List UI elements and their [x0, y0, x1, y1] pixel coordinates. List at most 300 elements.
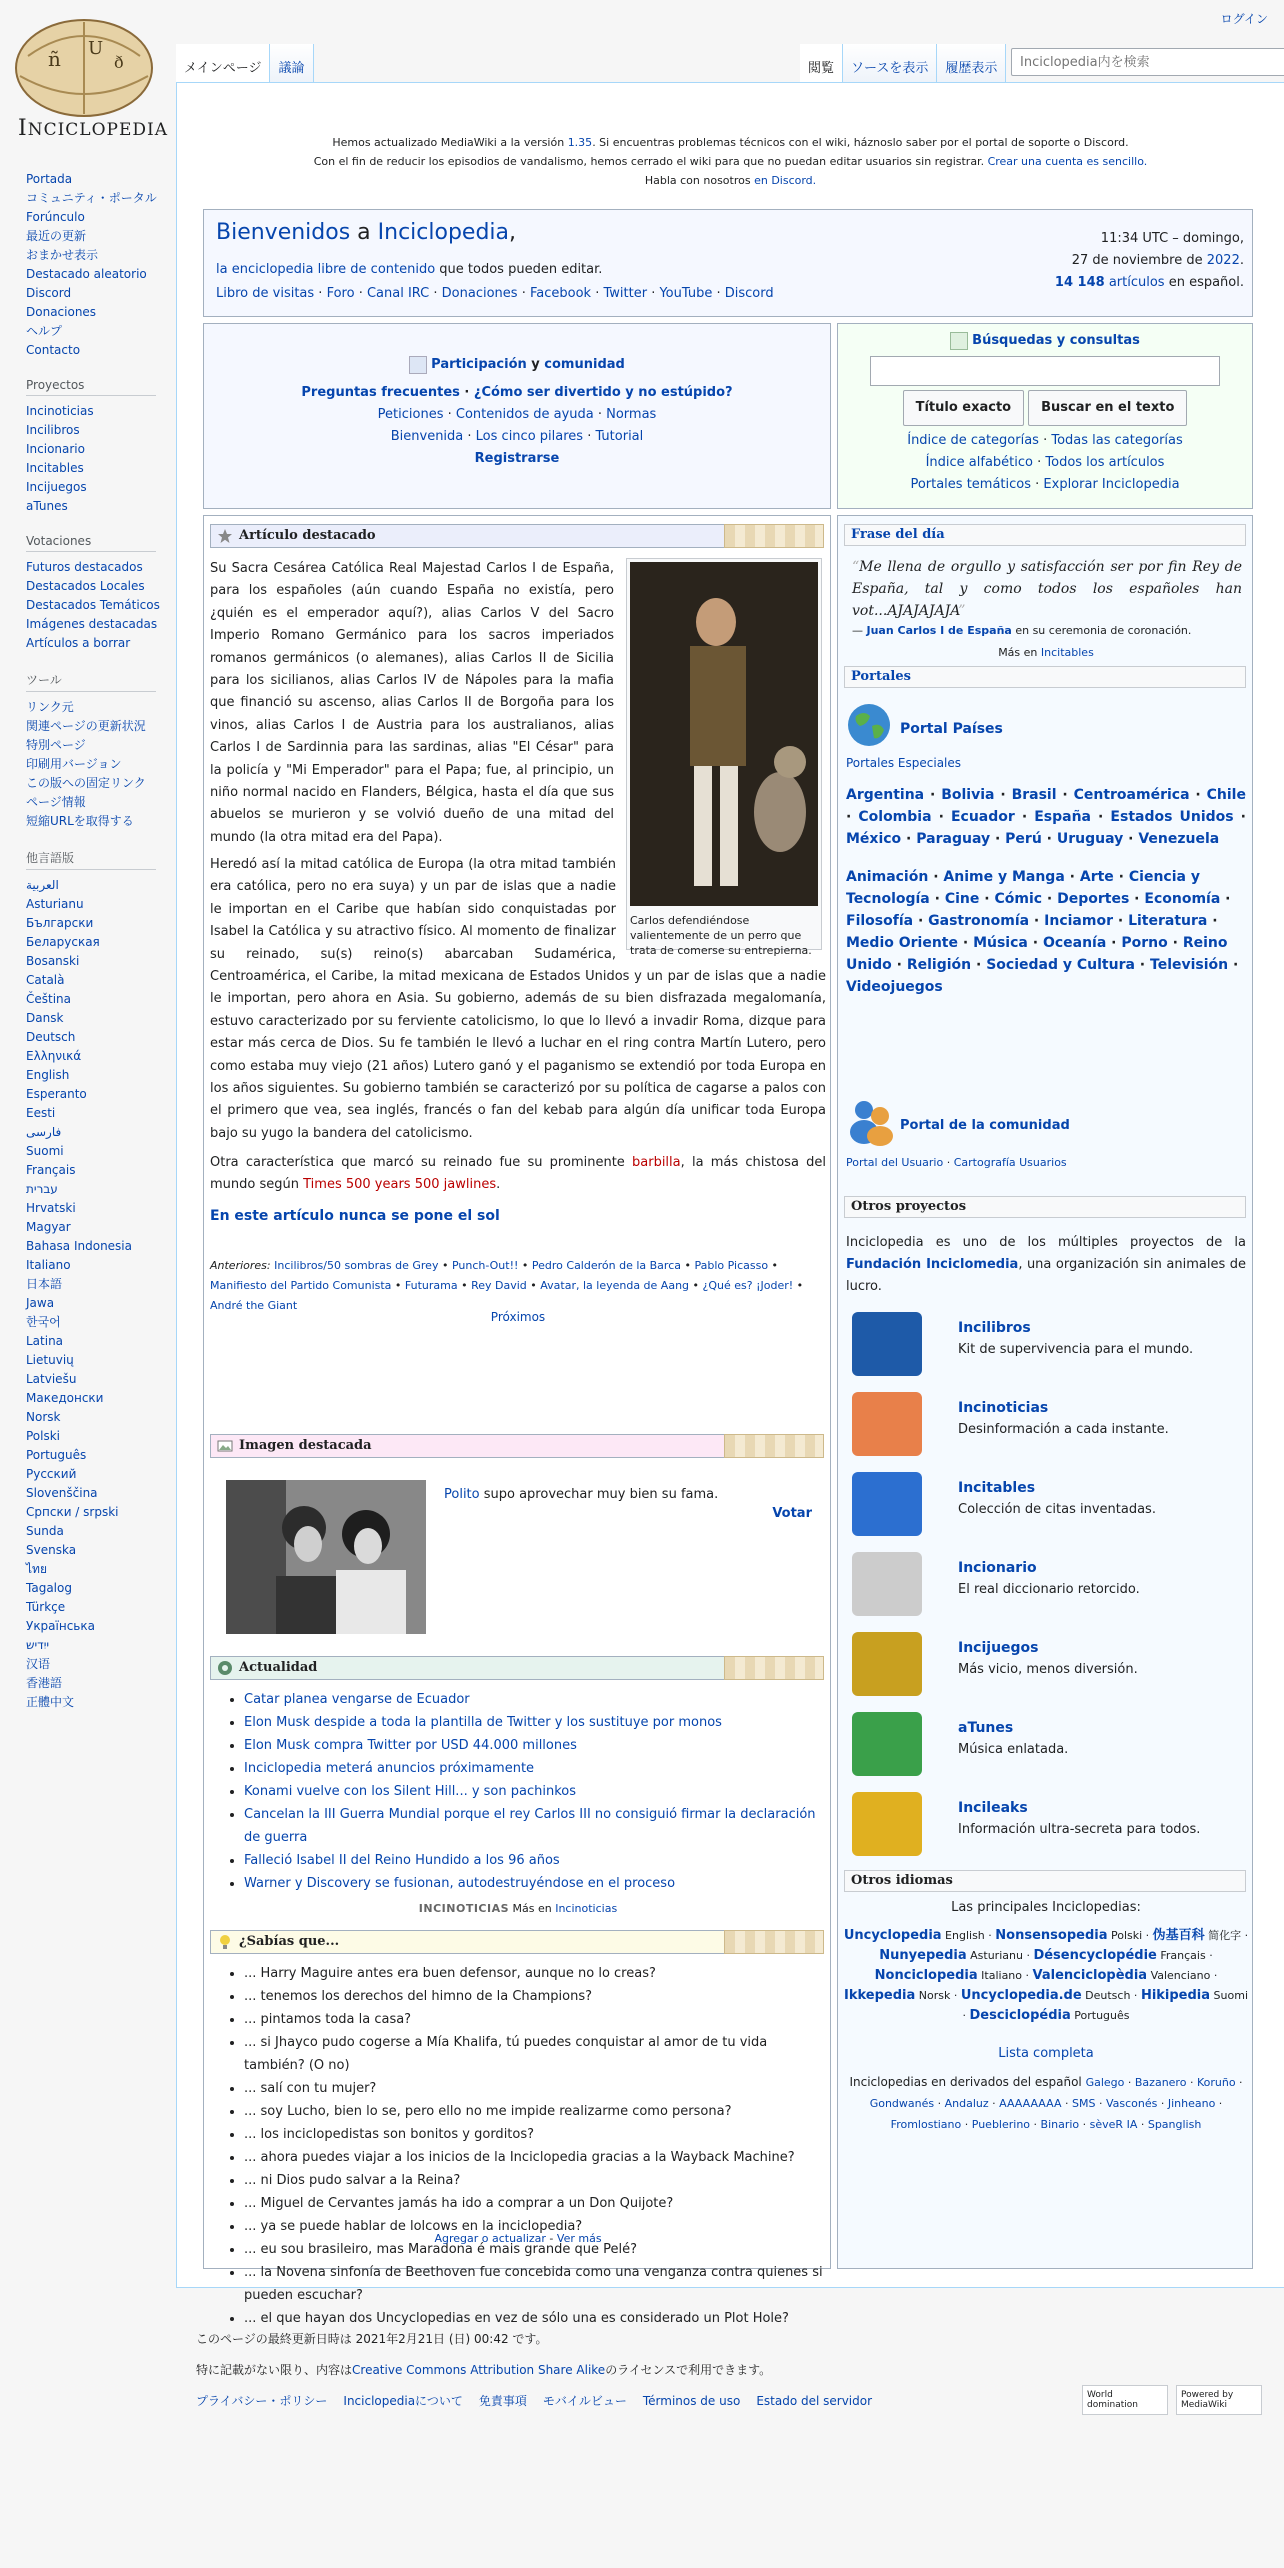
sidebar-language-link[interactable]: Suomi: [26, 1144, 64, 1158]
derivado-link[interactable]: Koruño: [1196, 2076, 1236, 2089]
sidebar-language-link[interactable]: 香港語: [26, 1676, 63, 1690]
country-portal-link[interactable]: Venezuela: [1138, 831, 1220, 847]
vote-link[interactable]: Votar: [772, 1506, 812, 1521]
project-name[interactable]: Incijuegos: [958, 1640, 1039, 1656]
sidebar-language-link[interactable]: Български: [26, 916, 94, 930]
sidebar-language-link[interactable]: Hrvatski: [26, 1201, 76, 1215]
busquedas-link[interactable]: Búsquedas y consultas: [972, 333, 1140, 348]
sidebar-heading: Proyectos: [26, 378, 156, 396]
sidebar-language-link[interactable]: ייִדיש: [26, 1638, 50, 1652]
full-list-link[interactable]: Lista completa: [998, 2046, 1094, 2061]
sidebar-language-item: [26, 1522, 176, 1541]
sidebar-proyecto-link[interactable]: aTunes: [26, 499, 68, 513]
country-portal-link[interactable]: España: [1034, 809, 1091, 825]
topic-portal-link[interactable]: Religión: [906, 957, 972, 973]
topic-portal-link[interactable]: Oceanía: [1042, 935, 1107, 951]
sidebar-language-item: [26, 895, 176, 914]
project-name[interactable]: Incileaks: [958, 1800, 1028, 1816]
topic-portal-link[interactable]: Porno: [1121, 935, 1168, 951]
separator: •: [457, 1279, 472, 1292]
sidebar-language-link[interactable]: Македонски: [26, 1391, 104, 1405]
welcome-link[interactable]: Bienvenidos: [216, 220, 351, 245]
sidebar-language-item: [26, 1028, 176, 1047]
sidebar-nav-link[interactable]: Portada: [26, 172, 73, 186]
sidebar-language-link[interactable]: Српски / srpski: [26, 1505, 119, 1519]
incinoticias-link[interactable]: Incinoticias: [555, 1902, 618, 1915]
busquedas-link[interactable]: Explorar Inciclopedia: [1043, 477, 1180, 492]
footer-link[interactable]: モバイルビュー: [542, 2394, 627, 2408]
sidebar-language-link[interactable]: Русский: [26, 1467, 77, 1481]
sidebar-language-link[interactable]: Lietuvių: [26, 1353, 74, 1367]
country-portal-link[interactable]: Argentina: [846, 787, 925, 803]
busquedas-link[interactable]: Índice de categorías: [907, 433, 1039, 448]
polito-link[interactable]: Polito: [444, 1487, 480, 1502]
derivado-link[interactable]: Bazanero: [1134, 2076, 1187, 2089]
topic-portal-link[interactable]: Animación: [846, 869, 929, 885]
sidebar-tool-link[interactable]: この版への固定リンク: [26, 776, 146, 790]
project-item[interactable]: [852, 1712, 1232, 1776]
sidebar-tool-link[interactable]: リンク元: [26, 700, 74, 714]
sidebar-nav-link[interactable]: Forúnculo: [26, 210, 85, 224]
welcome-link[interactable]: Facebook: [529, 286, 592, 301]
times-link[interactable]: Times 500 years 500 jawlines: [303, 1177, 497, 1193]
previous-article-link[interactable]: André the Giant: [210, 1299, 298, 1312]
participacion-link[interactable]: Tutorial: [595, 429, 644, 444]
comunidad-link[interactable]: comunidad: [544, 357, 625, 372]
topic-portal-link[interactable]: Televisión: [1150, 957, 1229, 973]
derivado-link[interactable]: Fromlostiano: [890, 2118, 962, 2131]
welcome-link[interactable]: Libro de visitas: [216, 286, 315, 301]
sidebar-language-link[interactable]: 汉语: [26, 1657, 51, 1671]
sidebar-votacion-link[interactable]: Destacados Locales: [26, 579, 145, 593]
separator: ·: [443, 407, 456, 422]
sidebar-votacion-link[interactable]: Artículos a borrar: [26, 636, 131, 650]
country-portal-link[interactable]: Brasil: [1011, 787, 1057, 803]
topic-portal-link[interactable]: Arte: [1079, 869, 1114, 885]
community-icon: [846, 1096, 896, 1146]
participacion-link[interactable]: Contenidos de ayuda: [455, 407, 594, 422]
namespace-tabs: [176, 44, 314, 82]
exact-title-button[interactable]: Título exacto: [903, 390, 1025, 426]
search-input[interactable]: [1020, 55, 1284, 70]
news-item: [244, 1688, 824, 1711]
fundacion-link[interactable]: Fundación Inciclomedia: [846, 1257, 1019, 1272]
sidebar-language-item: [26, 1123, 176, 1142]
participacion-link[interactable]: Participación: [431, 357, 527, 372]
sidebar-language-link[interactable]: Dansk: [26, 1011, 64, 1025]
register-link[interactable]: Registrarse: [474, 451, 560, 466]
country-portal-link[interactable]: Uruguay: [1056, 831, 1124, 847]
language-wiki-link[interactable]: Valenciclopèdia: [1032, 1968, 1148, 1983]
did-you-know-item: • ... soy Lucho, bien lo se, pero ello no me impide realizarme como persona?: [244, 2100, 824, 2123]
sidebar-language-link[interactable]: Čeština: [26, 992, 72, 1006]
sidebar-language-link[interactable]: Bosanski: [26, 954, 80, 968]
sidebar-nav-link[interactable]: ヘルプ: [26, 324, 63, 338]
see-more-link[interactable]: Ver más: [556, 2232, 602, 2245]
sidebar-language-link[interactable]: Slovenščina: [26, 1486, 98, 1500]
topic-portal-link[interactable]: Ciencia y Tecnología: [846, 869, 1200, 907]
topic-portal-link[interactable]: Filosofía: [846, 913, 914, 929]
project-desc: Kit de supervivencia para el mundo.: [958, 1342, 1194, 1357]
language-wiki-link[interactable]: Ikkepedia: [843, 1988, 916, 2003]
quote-context: en su ceremonia de coronación.: [1011, 624, 1192, 637]
topic-portal-link[interactable]: Literatura: [1128, 913, 1208, 929]
sidebar-language-link[interactable]: Deutsch: [26, 1030, 76, 1044]
derivado-link[interactable]: Jinheano: [1167, 2097, 1216, 2110]
author-link[interactable]: Juan Carlos I de España: [866, 624, 1012, 637]
tab-discussion[interactable]: 議論: [270, 44, 313, 82]
busquedas-link[interactable]: Índice alfabético: [925, 455, 1033, 470]
footer-link[interactable]: Inciclopediaについて: [343, 2394, 463, 2408]
sidebar-tool-link[interactable]: 印刷用バージョン: [26, 757, 122, 771]
busquedas-row: [838, 430, 1252, 452]
article-paragraph-1: Su Sacra Cesárea Católica Real Majestad Carlos I de España, para los españoles (aún cuando España no existía, pero ¿quién es el emperador aquí?), alias Carlos V del Sacro Imperio Romano Germánico para los sacros imperiados romanos germánicos (o alemanes), alias Carlos II de Sicilia para los sicilianos, alias Carlos IV de Nápoles para la mafia que financió su ascenso, alias Carlos II de Borgoña para los vinos, alias Carlos I de Austria para los australianos, alias Carlos I de Sardinnia para las sardinas, alias "El César" para la policía y "Mi Emperador" para el Papa; fue, al principio, un niño normal nacido en Flanders, Bélgica, hasta el día que sus abuelos se murieron y se volvió dueño de una mitad del mundo (la otra mitad era del Papa).: [210, 561, 614, 845]
derivado-link[interactable]: Gondwanés: [869, 2097, 935, 2110]
country-portal-link[interactable]: Perú: [1005, 831, 1042, 847]
sidebar-proyecto-link[interactable]: Incionario: [26, 442, 85, 456]
separator: ·: [712, 286, 725, 301]
separator: ·: [1032, 455, 1046, 470]
portales-especiales-link[interactable]: Portales Especiales: [846, 756, 962, 770]
welcome-comma: ,: [509, 220, 517, 245]
previous-article-link[interactable]: ¿Qué es? ¡Joder!: [702, 1279, 794, 1292]
previous-article-link[interactable]: Avatar, la leyenda de Aang: [540, 1279, 690, 1292]
news-link[interactable]: Inciclopedia meterá anuncios próximamente: [244, 1761, 535, 1776]
language-wiki-link[interactable]: Nonciclopedia: [874, 1968, 978, 1983]
country-portal-link[interactable]: Chile: [1206, 787, 1246, 803]
project-desc: Música enlatada.: [958, 1742, 1069, 1757]
article-count[interactable]: 14 148: [1054, 275, 1105, 290]
title-y: y: [526, 357, 545, 372]
sidebar-nav-link[interactable]: Destacado aleatorio: [26, 267, 147, 281]
welcome-link[interactable]: Twitter: [603, 286, 648, 301]
license-link[interactable]: Creative Commons Attribution Share Alike: [352, 2363, 606, 2377]
sidebar-proyecto-item: [26, 459, 176, 478]
sidebar-votacion-link[interactable]: Futuros destacados: [26, 560, 143, 574]
separator: ·: [1123, 831, 1139, 847]
language-name: Polski: [1107, 1929, 1143, 1942]
sidebar-proyecto-link[interactable]: Incilibros: [26, 423, 80, 437]
previous-article-link[interactable]: Pedro Calderón de la Barca: [531, 1259, 681, 1272]
powered-by-mediawiki-badge[interactable]: [1176, 2385, 1262, 2415]
sidebar-language-link[interactable]: 正體中文: [26, 1695, 75, 1709]
country-portal-link[interactable]: Centroamérica: [1073, 787, 1190, 803]
topic-portal-link[interactable]: Gastronomía: [928, 913, 1030, 929]
sidebar-language-link[interactable]: עברית: [26, 1182, 58, 1196]
lightbulb-icon: [217, 1934, 233, 1950]
language-wiki-link[interactable]: Hikipedia: [1140, 1988, 1211, 2003]
project-item[interactable]: [852, 1632, 1232, 1696]
news-link[interactable]: Warner y Discovery se fusionan, autodestruyéndose en el proceso: [244, 1876, 676, 1891]
tab-main-page[interactable]: メインページ: [176, 44, 270, 82]
sidebar-language-link[interactable]: Português: [26, 1448, 87, 1462]
derivado-link[interactable]: AAAAAAAA: [999, 2097, 1062, 2110]
sidebar-proyecto-link[interactable]: Incitables: [26, 461, 84, 475]
welcome-link[interactable]: Donaciones: [441, 286, 518, 301]
intro-text: Inciclopedia es uno de los múltiples proyectos de la: [846, 1235, 1246, 1250]
separator: ·: [1095, 2097, 1106, 2110]
sidebar: [0, 170, 176, 1730]
welcome-link[interactable]: Foro: [326, 286, 355, 301]
sidebar-tool-link[interactable]: 短縮URLを取得する: [26, 814, 134, 828]
discord-link[interactable]: en Discord.: [754, 174, 817, 187]
incitables-link[interactable]: Incitables: [1040, 646, 1094, 659]
derivado-link[interactable]: Spanglish: [1147, 2118, 1202, 2131]
sidebar-language-link[interactable]: Bahasa Indonesia: [26, 1239, 132, 1253]
derivado-link[interactable]: Binario: [1040, 2118, 1080, 2131]
star-icon: [217, 528, 233, 544]
topic-portal-link[interactable]: Música: [973, 935, 1028, 951]
sidebar-nav-link[interactable]: おまかせ表示: [26, 248, 99, 262]
previous-article-link[interactable]: Manifiesto del Partido Comunista: [210, 1279, 392, 1292]
sidebar-proyecto-link[interactable]: Incijuegos: [26, 480, 87, 494]
welcome-link[interactable]: YouTube: [659, 286, 713, 301]
sidebar-tool-link[interactable]: 関連ページの更新状況: [26, 719, 146, 733]
sidebar-language-link[interactable]: Polski: [26, 1429, 61, 1443]
sidebar-language-item: [26, 1674, 176, 1693]
topic-portal-link[interactable]: Sociedad y Cultura: [986, 957, 1135, 973]
add-update-link[interactable]: Agregar o actualizar: [434, 2232, 546, 2245]
sidebar-language-link[interactable]: Tagalog: [26, 1581, 72, 1595]
news-link[interactable]: Falleció Isabel II del Reino Hundido a los 96 años: [244, 1853, 560, 1868]
license-info: [196, 2361, 1256, 2378]
sidebar-language-item: [26, 1218, 176, 1237]
sidebar-language-item: [26, 1389, 176, 1408]
portal-usuario-link[interactable]: Portal del Usuario: [846, 1156, 944, 1169]
world-domination-badge[interactable]: [1082, 2385, 1168, 2415]
participacion-title: [204, 354, 830, 376]
sidebar-language-link[interactable]: Türkçe: [26, 1600, 66, 1614]
portal-paises-link[interactable]: Portal Países: [900, 721, 1003, 737]
separator: ·: [1157, 2097, 1168, 2110]
language-wiki-link[interactable]: Nonsensopedia: [995, 1928, 1108, 1943]
previous-article-link[interactable]: Pablo Picasso: [694, 1259, 769, 1272]
p3-text: .: [496, 1177, 501, 1193]
did-you-know-item: • ... Miguel de Cervantes jamás ha ido a comprar a un Don Quijote?: [244, 2192, 824, 2215]
mediawiki-version-link[interactable]: 1.35: [567, 136, 593, 149]
site-logo[interactable]: [8, 16, 169, 141]
sidebar-nav-link[interactable]: コミュニティ・ポータル: [26, 191, 157, 205]
derivado-link[interactable]: Vasconés: [1105, 2097, 1158, 2110]
previous-article-link[interactable]: Futurama: [404, 1279, 458, 1292]
language-wiki-link[interactable]: Uncyclopedia.de: [960, 1988, 1082, 2003]
sidebar-language-item: [26, 914, 176, 933]
footer-link[interactable]: Términos de uso: [642, 2394, 741, 2408]
ruler-decoration: [724, 524, 824, 548]
language-wiki-link[interactable]: Desciclopédia: [969, 2008, 1071, 2023]
busquedas-input[interactable]: [870, 356, 1220, 386]
separator: ·: [1210, 1969, 1218, 1982]
busquedas-link[interactable]: Portales temáticos: [910, 477, 1031, 492]
welcome-link[interactable]: Discord: [724, 286, 774, 301]
country-portal-link[interactable]: México: [846, 831, 902, 847]
sidebar-language-link[interactable]: Asturianu: [26, 897, 84, 911]
project-item[interactable]: [852, 1792, 1232, 1856]
project-name[interactable]: aTunes: [958, 1720, 1014, 1736]
sidebar-language-link[interactable]: Sunda: [26, 1524, 64, 1538]
read-more-link[interactable]: En este artículo nunca se pone el sol: [210, 1208, 500, 1224]
country-portal-link[interactable]: Ecuador: [950, 809, 1015, 825]
participacion-row: [204, 404, 830, 426]
participacion-link[interactable]: Bienvenida: [390, 429, 464, 444]
project-item[interactable]: [852, 1552, 1232, 1616]
language-wiki-link[interactable]: Désencyclopédie: [1033, 1948, 1157, 1963]
personal-tools: [1221, 10, 1268, 27]
project-name[interactable]: Incionario: [958, 1560, 1037, 1576]
site-link[interactable]: Inciclopedia: [377, 220, 510, 245]
country-portal-link[interactable]: Colombia: [858, 809, 932, 825]
sidebar-language-link[interactable]: Norsk: [26, 1410, 61, 1424]
articles-link[interactable]: artículos: [1108, 275, 1165, 290]
tab-read[interactable]: 閲覧: [800, 44, 843, 82]
sidebar-language-link[interactable]: Jawa: [26, 1296, 55, 1310]
sidebar-language-link[interactable]: 한국어: [26, 1315, 61, 1329]
separator: ·: [1142, 1929, 1153, 1942]
language-wiki-link[interactable]: 伪基百科: [1152, 1928, 1205, 1943]
separator: ·: [463, 429, 476, 444]
separator: ·: [962, 2009, 970, 2022]
separator: ·: [647, 286, 660, 301]
featured-photo[interactable]: [226, 1480, 426, 1634]
search-text-button[interactable]: Buscar en el texto: [1028, 390, 1187, 426]
barbilla-link[interactable]: barbilla: [632, 1155, 681, 1170]
project-item[interactable]: [852, 1312, 1232, 1376]
login-link[interactable]: ログイン: [1220, 12, 1268, 26]
did-you-know-item: • ... tenemos los derechos del himno de la Champions?: [244, 1985, 824, 2008]
language-wiki-link[interactable]: Uncyclopedia: [843, 1928, 942, 1943]
participacion-link[interactable]: Los cinco pilares: [475, 429, 584, 444]
topic-portal-link[interactable]: Anime y Manga: [943, 869, 1065, 885]
tab-history[interactable]: 履歴表示: [937, 44, 1006, 82]
sidebar-language-link[interactable]: Ελληνικά: [26, 1049, 82, 1063]
did-you-know-item: • ... la Novena sinfonía de Beethoven fue concebida como una venganza contra quienes si pueden escuchar?: [244, 2261, 824, 2307]
news-link[interactable]: Cancelan la III Guerra Mundial porque el rey Carlos III no consiguió firmar la declaración de guerra: [244, 1807, 816, 1845]
sidebar-language-link[interactable]: Esperanto: [26, 1087, 87, 1101]
footer-link[interactable]: プライバシー・ポリシー: [196, 2394, 328, 2408]
busquedas-link[interactable]: Todos los artículos: [1045, 455, 1165, 470]
language-wiki-link[interactable]: Nunyepedia: [879, 1948, 967, 1963]
sidebar-language-link[interactable]: Latina: [26, 1334, 64, 1348]
sidebar-language-link[interactable]: Latviešu: [26, 1372, 77, 1386]
topic-portal-link[interactable]: Economía: [1144, 891, 1221, 907]
topic-portal-link[interactable]: Cómic: [994, 891, 1043, 907]
next-articles-link[interactable]: Próximos: [490, 1310, 546, 1324]
topic-portal-link[interactable]: Deportes: [1057, 891, 1130, 907]
project-name[interactable]: Incilibros: [958, 1320, 1031, 1336]
news-link[interactable]: Konami vuelve con los Silent Hill... y son pachinkos: [244, 1784, 577, 1799]
sidebar-language-link[interactable]: العربية: [26, 878, 59, 892]
country-portal-link[interactable]: Bolivia: [941, 787, 995, 803]
sidebar-language-link[interactable]: 日本語: [26, 1277, 63, 1291]
derivados-list: [842, 2072, 1250, 2135]
cartografia-link[interactable]: Cartografía Usuarios: [953, 1156, 1067, 1169]
footer-link[interactable]: 免責事項: [478, 2394, 527, 2408]
previous-article-link[interactable]: Incilibros/50 sombras de Grey: [274, 1259, 439, 1272]
project-item[interactable]: [852, 1392, 1232, 1456]
project-desc: Información ultra-secreta para todos.: [958, 1822, 1201, 1837]
project-name[interactable]: Incinoticias: [958, 1400, 1049, 1416]
sidebar-nav-link[interactable]: Donaciones: [26, 305, 97, 319]
derivado-link[interactable]: SMS: [1071, 2097, 1096, 2110]
sidebar-language-link[interactable]: English: [26, 1068, 70, 1082]
community-portal-link[interactable]: Portal de la comunidad: [900, 1118, 1070, 1133]
sidebar-language-link[interactable]: Català: [26, 973, 65, 987]
separator: ·: [994, 787, 1012, 803]
sidebar-votacion-link[interactable]: Destacados Temáticos: [26, 598, 160, 612]
footer-link[interactable]: Estado del servidor: [756, 2394, 873, 2408]
derivado-link[interactable]: Andaluz: [944, 2097, 989, 2110]
welcome-link[interactable]: Canal IRC: [366, 286, 430, 301]
sidebar-nav-link[interactable]: Contacto: [26, 343, 81, 357]
previous-article-link[interactable]: Rey David: [471, 1279, 527, 1292]
sidebar-votacion-link[interactable]: Imágenes destacadas: [26, 617, 158, 631]
welcome-stats: [1055, 228, 1244, 294]
sidebar-nav-link[interactable]: Discord: [26, 286, 72, 300]
busquedas-link[interactable]: Todas las categorías: [1051, 433, 1183, 448]
topic-portal-link[interactable]: Medio Oriente: [846, 935, 958, 951]
news-link[interactable]: Elon Musk despide a toda la plantilla de Twitter y los sustituye por monos: [244, 1715, 722, 1730]
news-link[interactable]: Catar planea vengarse de Ecuador: [244, 1692, 470, 1707]
section-title: ¿Sabías que...: [239, 1934, 340, 1949]
sidebar-proyecto-link[interactable]: Incinoticias: [26, 404, 94, 418]
notice-text: Con el fin de reducir los episodios de vandalismo, hemos cerrado el wiki para que no puedan editar usuarios sin registrar.: [313, 155, 988, 168]
logo-wordmark: [18, 116, 168, 141]
sidebar-language-link[interactable]: Magyar: [26, 1220, 71, 1234]
sidebar-nav-link[interactable]: 最近の更新: [26, 229, 87, 243]
participacion-link[interactable]: Preguntas frecuentes: [301, 385, 460, 400]
tab-view-source[interactable]: ソースを表示: [843, 44, 937, 82]
sidebar-language-link[interactable]: Italiano: [26, 1258, 71, 1272]
derivado-link[interactable]: Galego: [1085, 2076, 1125, 2089]
create-account-link[interactable]: Crear una cuenta es sencillo.: [987, 155, 1148, 168]
sidebar-language-link[interactable]: Українська: [26, 1619, 95, 1633]
sidebar-language-link[interactable]: Беларуская: [26, 935, 100, 949]
sidebar-language-item: [26, 1047, 176, 1066]
sidebar-language-link[interactable]: Svenska: [26, 1543, 77, 1557]
sidebar-language-item: [26, 1465, 176, 1484]
topic-portal-link[interactable]: Videojuegos: [846, 979, 943, 995]
participacion-link[interactable]: Peticiones: [377, 407, 444, 422]
derivado-link[interactable]: sèveR IA: [1089, 2118, 1138, 2131]
topic-portal-link[interactable]: Cine: [944, 891, 980, 907]
participacion-link[interactable]: ¿Cómo ser divertido y no estúpido?: [473, 385, 733, 400]
sidebar-language-link[interactable]: فارسی: [26, 1125, 62, 1139]
sidebar-language-link[interactable]: Français: [26, 1163, 76, 1177]
country-portal-link[interactable]: Estados Unidos: [1110, 809, 1234, 825]
country-portal-link[interactable]: Paraguay: [916, 831, 991, 847]
news-link[interactable]: Elon Musk compra Twitter por USD 44.000 millones: [244, 1738, 577, 1753]
sidebar-tool-link[interactable]: 特別ページ: [26, 738, 86, 752]
otros-proyectos-header: Otros proyectos: [844, 1196, 1246, 1218]
open-quote-icon: “: [852, 559, 860, 575]
project-name[interactable]: Incitables: [958, 1480, 1036, 1496]
topic-portal-link[interactable]: Inciamor: [1044, 913, 1113, 929]
sidebar-tool-link[interactable]: ページ情報: [26, 795, 86, 809]
derivado-link[interactable]: Pueblerino: [971, 2118, 1031, 2131]
sidebar-language-link[interactable]: ไทย: [26, 1562, 47, 1576]
frase-more: [838, 646, 1254, 659]
project-logo-icon: [852, 1552, 922, 1616]
free-content-link[interactable]: la enciclopedia libre de contenido: [216, 262, 436, 277]
sidebar-language-link[interactable]: Eesti: [26, 1106, 56, 1120]
topic-portal-link[interactable]: Reino Unido: [846, 935, 1228, 973]
separator: ·: [1134, 957, 1151, 973]
project-item[interactable]: [852, 1472, 1232, 1536]
community-sub: Portal del Usuario · Cartografía Usuarios: [846, 1156, 1067, 1169]
participacion-link[interactable]: Normas: [606, 407, 657, 422]
year-link[interactable]: 2022: [1206, 253, 1240, 268]
previous-article-link[interactable]: Punch-Out!!: [451, 1259, 519, 1272]
